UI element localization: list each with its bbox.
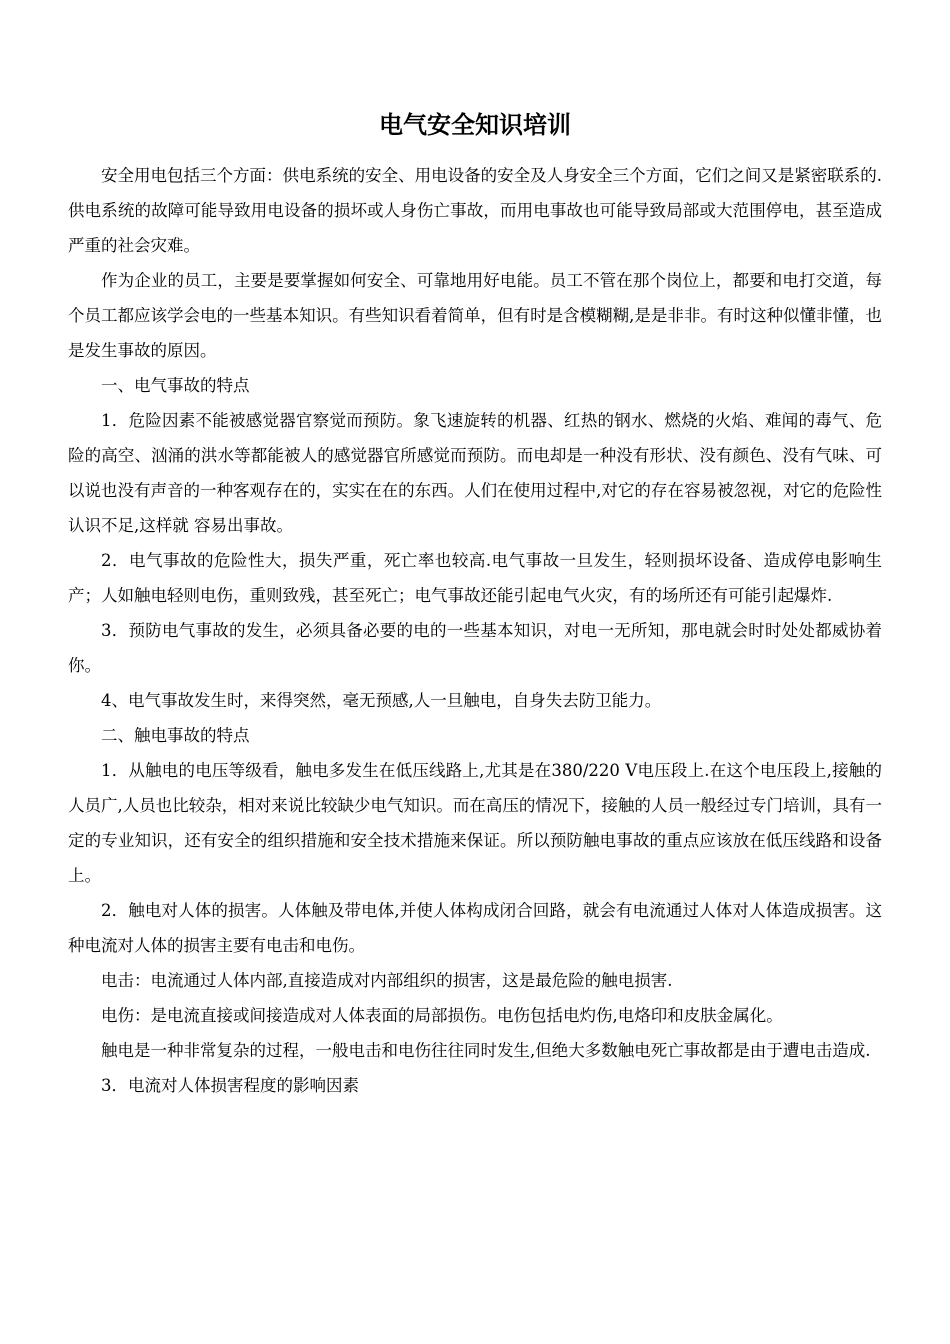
paragraph-point-3: 3．预防电气事故的发生，必须具备必要的电的一些基本知识，对电一无所知，那电就会时时处处都威协着你。 (68, 621, 882, 675)
paragraph-electric-injury-definition: 电伤：是电流直接或间接造成对人体表面的局部损伤。电伤包括电灼伤,电烙印和皮肤金属化。 (101, 1006, 783, 1025)
paragraph-point-2: 2．电气事故的危险性大，损失严重，死亡率也较高.电气事故一旦发生，轻则损坏设备、造成停电影响生产；人如触电轻则电伤，重则致残，甚至死亡；电气事故还能引起电气火灾，有的场所还有可能引起爆炸. (68, 551, 882, 605)
paragraph-shock-point-3: 3．电流对人体损害程度的影响因素 (101, 1076, 359, 1095)
paragraph-shock-process: 触电是一种非常复杂的过程，一般电击和电伤往往同时发生,但绝大多数触电死亡事故都是由于遭电击造成. (101, 1041, 871, 1060)
paragraph-electric-shock-definition: 电击：电流通过人体内部,直接造成对内部组织的损害，这是最危险的触电损害. (101, 971, 673, 990)
paragraph-employee: 作为企业的员工，主要是要掌握如何安全、可靠地用好电能。员工不管在那个岗位上，都要和电打交道，每个员工都应该学会电的一些基本知识。有些知识看着简单，但有时是含模糊糊,是是非非。有时这种似懂非懂，也是发生事故的原因。 (68, 271, 882, 360)
paragraph-shock-point-2: 2．触电对人体的损害。人体触及带电体,并使人体构成闭合回路，就会有电流通过人体对人体造成损害。这种电流对人体的损害主要有电击和电伤。 (68, 901, 882, 955)
paragraph-point-4: 4、电气事故发生时，来得突然，毫无预感,人一旦触电，自身失去防卫能力。 (101, 691, 662, 710)
section-heading-electrical-accidents: 一、电气事故的特点 (101, 376, 250, 395)
paragraph-point-1: 1．危险因素不能被感觉器官察觉而预防。象飞速旋转的机器、红热的钢水、燃烧的火焰、难闻的毒气、危险的高空、汹涌的洪水等都能被人的感觉器官所感觉而预防。而电却是一种没有形状、没有颜色、没有气味、可以说也没有声音的一种客观存在的，实实在在的东西。人们在使用过程中,对它的存在容易被忽视，对它的危险性认识不足,这样就 容易出事故。 (68, 411, 882, 535)
document-body (68, 158, 882, 1103)
section-heading-electric-shock: 二、触电事故的特点 (101, 726, 250, 745)
paragraph-shock-point-1: 1．从触电的电压等级看，触电多发生在低压线路上,尤其是在380/220 V电压段上.在这个电压段上,接触的人员广,人员也比较杂，相对来说比较缺少电气知识。而在高压的情况下，接触的人员一般经过专门培训，具有一定的专业知识，还有安全的组织措施和安全技术措施来保证。所以预防触电事故的重点应该放在低压线路和设备上。 (68, 761, 882, 885)
paragraph-intro: 安全用电包括三个方面：供电系统的安全、用电设备的安全及人身安全三个方面，它们之间又是紧密联系的.供电系统的故障可能导致用电设备的损坏或人身伤亡事故，而用电事故也可能导致局部或大范围停电，甚至造成严重的社会灾难。 (68, 166, 882, 255)
document-title: 电气安全知识培训 (379, 111, 571, 139)
